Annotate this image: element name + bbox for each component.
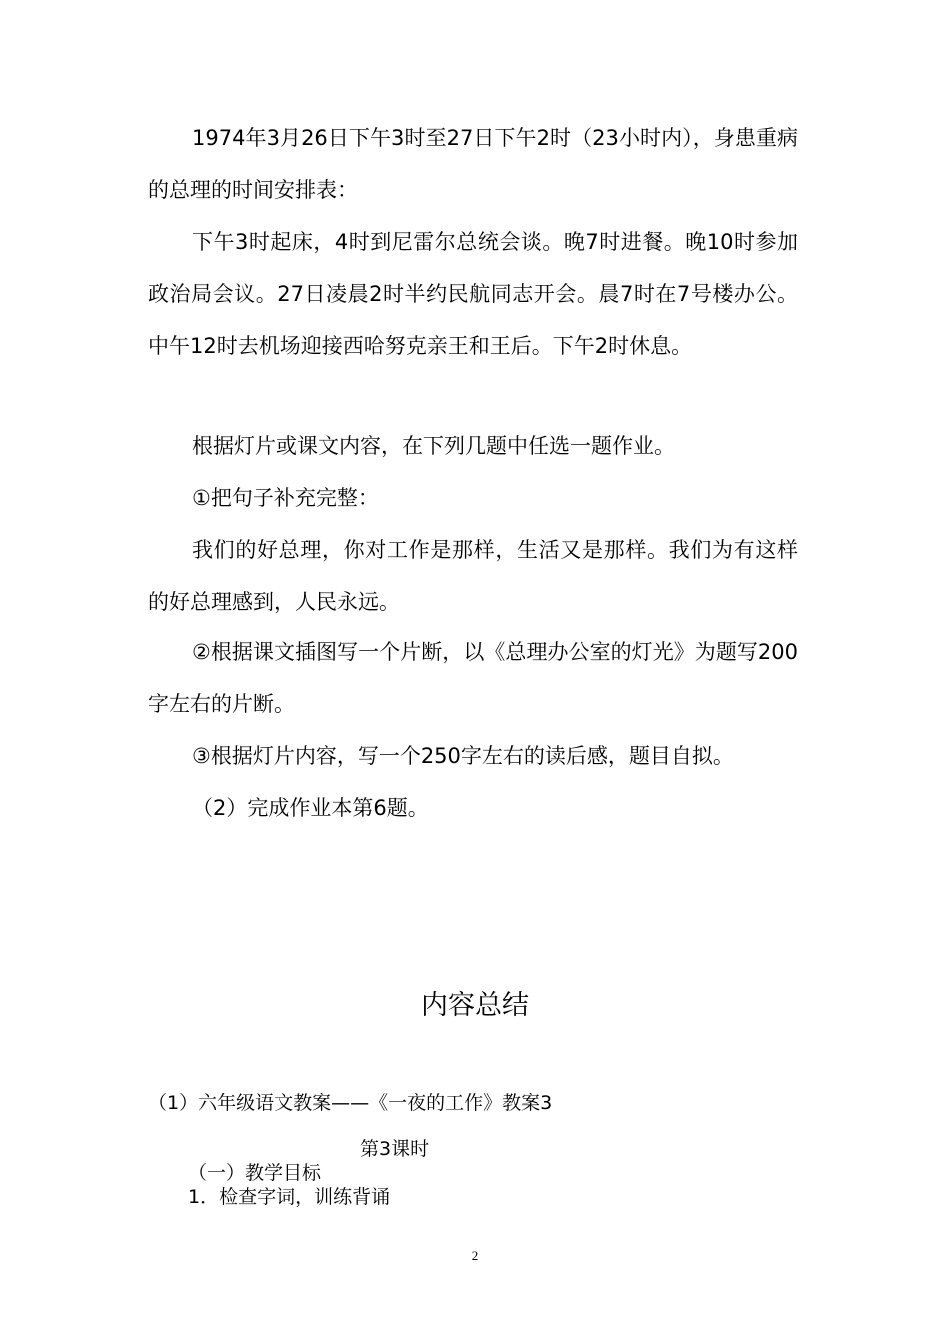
paragraph-schedule-intro: 1974年3月26日下午3时至27日下午2时（23小时内），身患重病的总理的时间安排表： [148, 126, 798, 202]
paragraph-schedule-detail: 下午3时起床，4时到尼雷尔总统会谈。晚7时进餐。晚10时参加政治局会议。27日凌晨2时半约民航同志开会。晨7时在7号楼办公。中午12时去机场迎接西哈努克亲王和王后。下午2时休息。 [148, 230, 798, 358]
paragraph-assignment-instruction: 根据灯片或课文内容，在下列几题中任选一题作业。 [192, 434, 675, 458]
summary-lesson-number: 第3课时 [360, 1138, 430, 1160]
summary-objectives-heading: （一）教学目标 [188, 1162, 322, 1184]
paragraph-option-3: ③根据灯片内容，写一个250字左右的读后感，题目自拟。 [192, 744, 734, 768]
paragraph-homework: （2）完成作业本第6题。 [192, 796, 429, 820]
paragraph-option-1: ①把句子补充完整： [192, 486, 379, 510]
summary-heading: 内容总结 [421, 990, 529, 1021]
summary-objective-1: 1．检查字词，训练背诵 [188, 1186, 391, 1208]
summary-title-line: （1）六年级语文教案——《一夜的工作》教案3 [148, 1092, 553, 1114]
paragraph-fill-sentence: 我们的好总理，你对工作是那样，生活又是那样。我们为有这样的好总理感到，人民永远。 [148, 538, 798, 614]
paragraph-option-2: ②根据课文插图写一个片断，以《总理办公室的灯光》为题写200字左右的片断。 [148, 640, 798, 716]
page-number: 2 [471, 1248, 479, 1263]
